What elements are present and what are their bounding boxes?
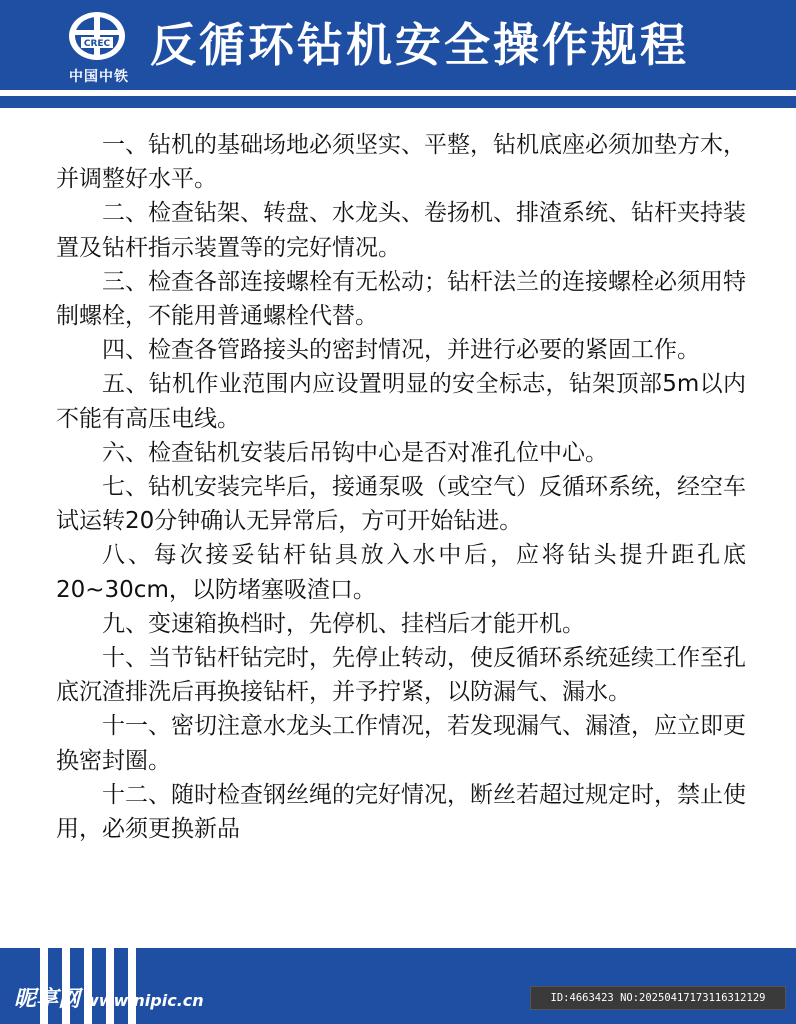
rule-item: 一、钻机的基础场地必须坚实、平整，钻机底座必须加垫方木，并调整好水平。 [56, 132, 746, 193]
image-id-label: ID:4663423 NO:20250417173116312129 [530, 986, 786, 1010]
rules-list [56, 128, 746, 846]
crec-logo [56, 8, 142, 86]
rule-item: 三、检查各部连接螺栓有无松动；钻杆法兰的连接螺栓必须用特制螺栓，不能用普通螺栓代替。 [56, 268, 746, 330]
rule-item: 十一、密切注意水龙头工作情况，若发现漏气、漏渣，应立即更换密封圈。 [56, 713, 746, 774]
page-title: 反循环钻机安全操作规程 [150, 18, 689, 72]
watermark [14, 982, 204, 1013]
rule-item: 六、检查钻机安装后吊钩中心是否对准孔位中心。 [102, 439, 608, 466]
rule-item: 八、每次接妥钻杆钻具放入水中后，应将钻头提升距孔底20~30cm，以防堵塞吸渣口。 [56, 542, 746, 603]
rule-item: 九、变速箱换档时，先停机、挂档后才能开机。 [102, 610, 585, 637]
rule-item: 四、检查各管路接头的密封情况，并进行必要的紧固工作。 [102, 337, 700, 364]
header-divider-blue [0, 96, 796, 108]
watermark-url: www.nipic.cn [84, 991, 204, 1010]
rule-item: 十、当节钻杆钻完时，先停止转动，使反循环系统延续工作至孔底沉渣排洗后再换接钻杆，并予拧紧，以防漏气、漏水。 [56, 645, 746, 706]
watermark-brand: 昵享网 [14, 987, 81, 1012]
header-banner [0, 0, 796, 90]
rule-item: 五、钻机作业范围内应设置明显的安全标志，钻架顶部5m以内不能有高压电线。 [56, 371, 746, 432]
logo-text: 中国中铁 [69, 69, 129, 85]
logo-mark-text: CREC [83, 39, 111, 49]
rule-item: 七、钻机安装完毕后，接通泵吸（或空气）反循环系统，经空车试运转20分钟确认无异常后，方可开始钻进。 [56, 474, 746, 535]
crec-logo-icon [67, 10, 127, 62]
rule-item: 二、检查钻架、转盘、水龙头、卷扬机、排渣系统、钻杆夹持装置及钻杆指示装置等的完好情况。 [56, 200, 746, 261]
rule-item: 十二、随时检查钢丝绳的完好情况，断丝若超过规定时，禁止使用，必须更换新品 [56, 781, 746, 843]
